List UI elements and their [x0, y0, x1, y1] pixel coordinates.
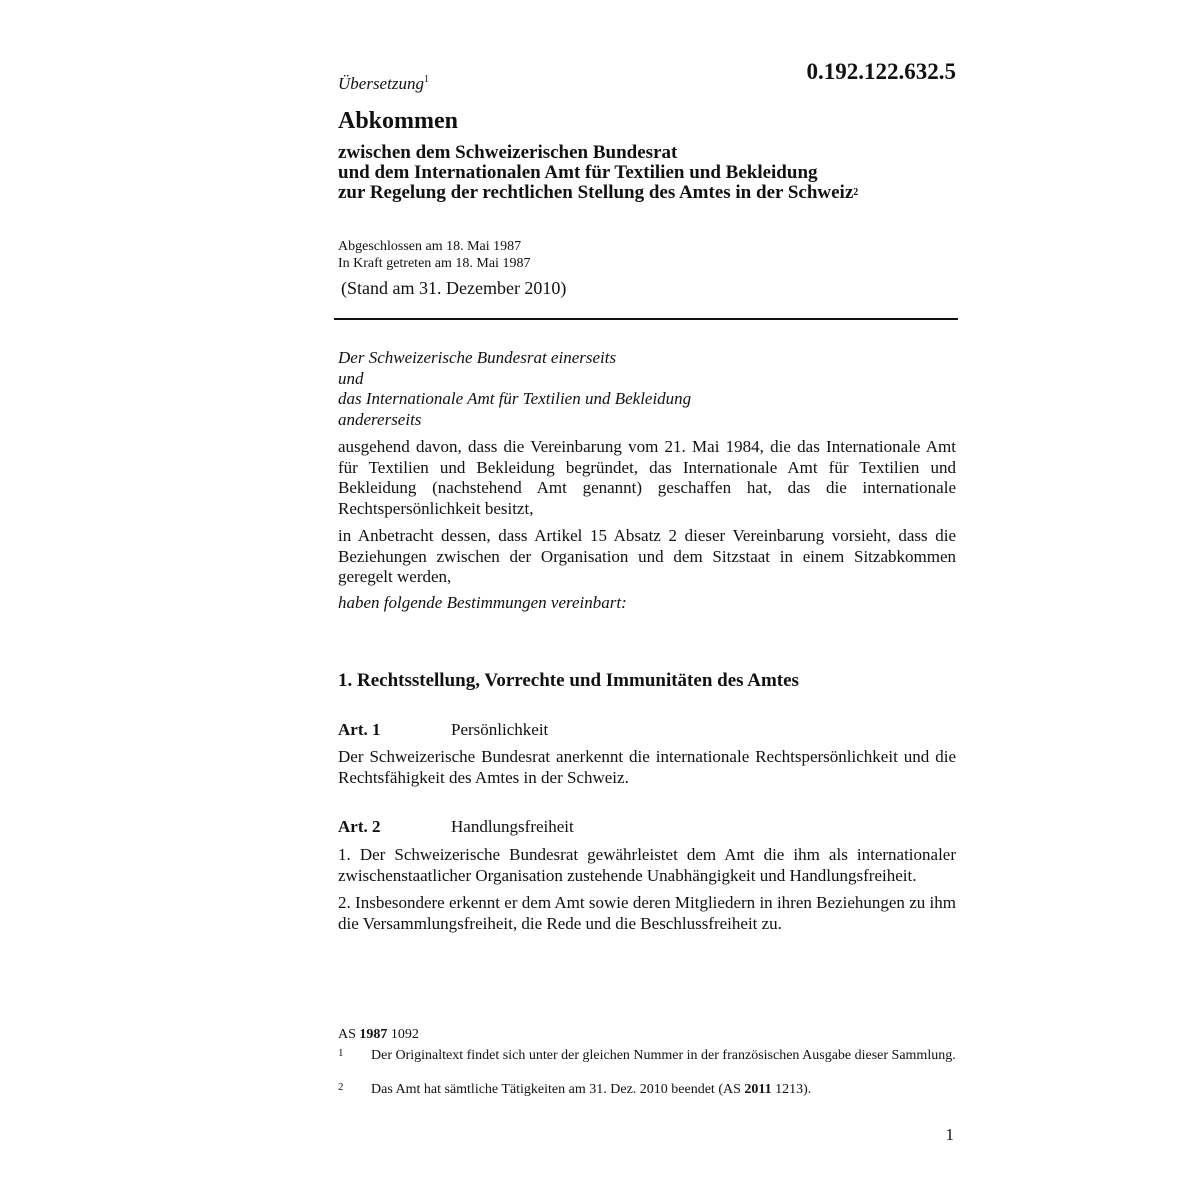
footnote-number: 1: [338, 1047, 344, 1059]
section-heading: 1. Rechtsstellung, Vorrechte und Immunitäten des Amtes: [338, 670, 799, 691]
subtitle-line-text: zur Regelung der rechtlichen Stellung des Amtes in der Schweiz: [338, 182, 854, 203]
footnote-1: [338, 1048, 958, 1064]
party-line: das Internationale Amt für Textilien und Bekleidung: [338, 389, 692, 408]
in-force-date: In Kraft getreten am 18. Mai 1987: [338, 256, 531, 271]
as-prefix: AS: [338, 1027, 360, 1042]
as-reference: [338, 1027, 956, 1043]
document-subtitle: [338, 143, 956, 203]
article-2-paragraph-1: 1. Der Schweizerische Bundesrat gewährleistet dem Amt die ihm als internationaler zwischenstaatlicher Organisation zustehende Unabhängigkeit und Handlungsfreiheit.: [338, 845, 956, 885]
footnote-text: Der Originaltext findet sich unter der gleichen Nummer in der französischen Ausgabe dieser Sammlung.: [371, 1048, 956, 1063]
preamble-paragraph-2: in Anbetracht dessen, dass Artikel 15 Absatz 2 dieser Vereinbarung vorsieht, dass die Beziehungen zwischen der Organisation und dem Sitzstaat in einem Sitzabkommen geregelt werden,: [338, 526, 956, 586]
preamble-paragraph-1: ausgehend davon, dass die Vereinbarung vom 21. Mai 1984, die das Internationale Amt für Textilien und Bekleidung begründet, das Internationale Amt für Textilien und Bekleidung (nachstehend Amt genannt) geschaffen hat, das die internationale Rechtspersönlichkeit besitzt,: [338, 437, 956, 518]
as-year: 1987: [359, 1027, 388, 1042]
article-2-title: Handlungsfreiheit: [451, 817, 574, 836]
footnote-text-part: 1213).: [771, 1082, 812, 1097]
footnote-2: [338, 1082, 958, 1098]
concluded-date: Abgeschlossen am 18. Mai 1987: [338, 239, 522, 254]
preamble-parties: [338, 348, 956, 430]
translation-text: Übersetzung: [338, 74, 424, 93]
footnote-text-bold: 2011: [744, 1082, 772, 1097]
horizontal-rule: [334, 318, 958, 320]
party-line: Der Schweizerische Bundesrat einerseits: [338, 348, 617, 367]
article-1-label: Art. 1: [338, 720, 381, 739]
footnote-text-part: Das Amt hat sämtliche Tätigkeiten am 31. Dez. 2010 beendet (AS: [371, 1082, 745, 1097]
status-date: (Stand am 31. Dezember 2010): [341, 278, 567, 298]
article-1-paragraph: Der Schweizerische Bundesrat anerkennt die internationale Rechtspersönlichkeit und die Rechtsfähigkeit des Amtes in der Schweiz.: [338, 747, 956, 787]
footnote-ref-2[interactable]: 2: [853, 187, 859, 198]
subtitle-line: [338, 183, 956, 203]
as-page: 1092: [387, 1027, 419, 1042]
subtitle-line: und dem Internationalen Amt für Textilien und Bekleidung: [338, 162, 818, 183]
sr-number: 0.192.122.632.5: [806, 59, 956, 84]
article-2-label: Art. 2: [338, 817, 381, 836]
party-line: andererseits: [338, 409, 422, 429]
agreement-line: haben folgende Bestimmungen vereinbart:: [338, 593, 627, 612]
article-2-paragraph-2: 2. Insbesondere erkennt er dem Amt sowie deren Mitgliedern in ihren Beziehungen zu ihm die Versammlungsfreiheit, die Rede und die Beschlussfreiheit zu.: [338, 893, 956, 933]
subtitle-line: zwischen dem Schweizerischen Bundesrat: [338, 142, 678, 163]
article-1-title: Persönlichkeit: [451, 720, 549, 739]
footnote-ref-1[interactable]: 1: [423, 74, 429, 85]
footnote-number: 2: [338, 1081, 344, 1093]
party-line: und: [338, 368, 364, 388]
document-title: Abkommen: [338, 108, 459, 134]
dates-block: [338, 238, 956, 272]
page-number: 1: [945, 1125, 954, 1144]
footnote-text: [371, 1082, 958, 1098]
